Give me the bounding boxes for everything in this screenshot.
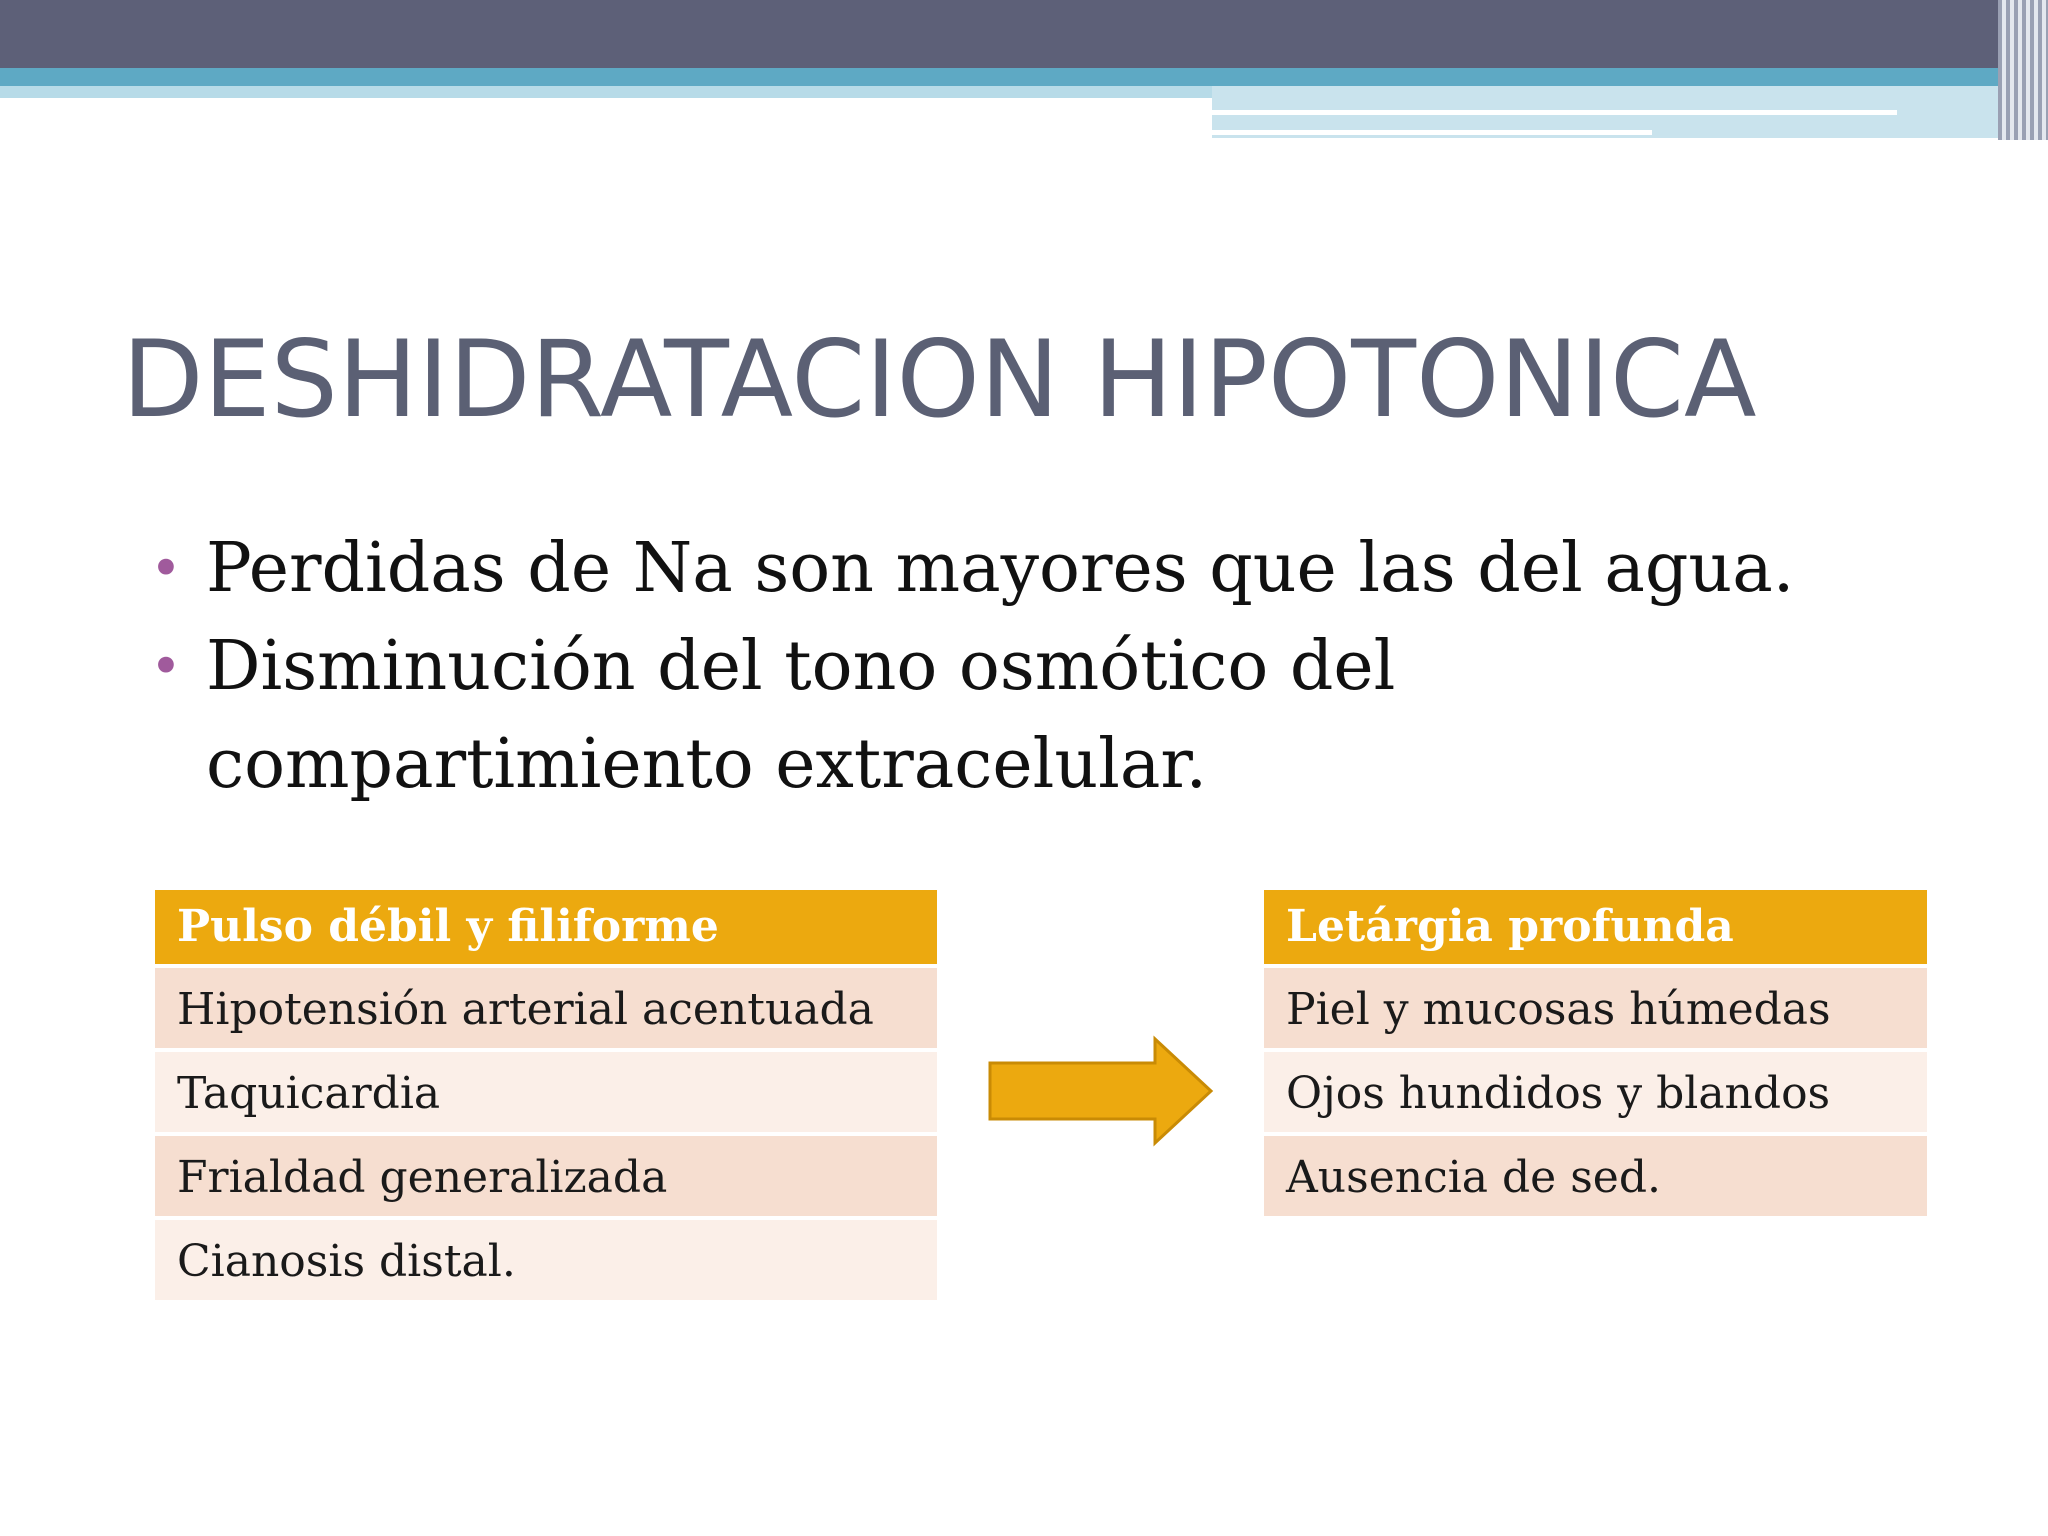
- table-row: Hipotensión arterial acentuada: [155, 964, 937, 1048]
- bullet-text: Disminución del tono osmótico del compartimiento extracelular.: [206, 627, 1396, 804]
- bullet-list: [150, 520, 1950, 814]
- header-band-teal-light: [0, 86, 1215, 98]
- table-row: Ojos hundidos y blandos: [1264, 1048, 1927, 1132]
- header-band-line: [1212, 130, 1652, 135]
- left-symptom-table: [155, 890, 937, 1300]
- table-row: Ausencia de sed.: [1264, 1132, 1927, 1216]
- right-symptom-table: [1264, 890, 1927, 1216]
- bullet-dot-icon: •: [150, 537, 182, 600]
- bullet-text: Perdidas de Na son mayores que las del agua.: [206, 529, 1795, 608]
- slide-title: DESHIDRATACION HIPOTONICA: [122, 318, 1757, 441]
- header-band-line: [1212, 110, 1897, 115]
- left-table-header: Pulso débil y filiforme: [155, 890, 937, 964]
- bullet-item: [150, 520, 1950, 618]
- right-arrow-icon: [985, 1035, 1215, 1147]
- table-row: Frialdad generalizada: [155, 1132, 937, 1216]
- table-row: Cianosis distal.: [155, 1216, 937, 1300]
- corner-stripes: [1998, 0, 2048, 140]
- table-row: Taquicardia: [155, 1048, 937, 1132]
- table-row: Piel y mucosas húmedas: [1264, 964, 1927, 1048]
- right-table-header: Letárgia profunda: [1264, 890, 1927, 964]
- bullet-item: [150, 618, 1950, 814]
- header-band-dark: [0, 0, 2048, 68]
- bullet-dot-icon: •: [150, 635, 182, 698]
- header-band-teal: [0, 68, 2000, 86]
